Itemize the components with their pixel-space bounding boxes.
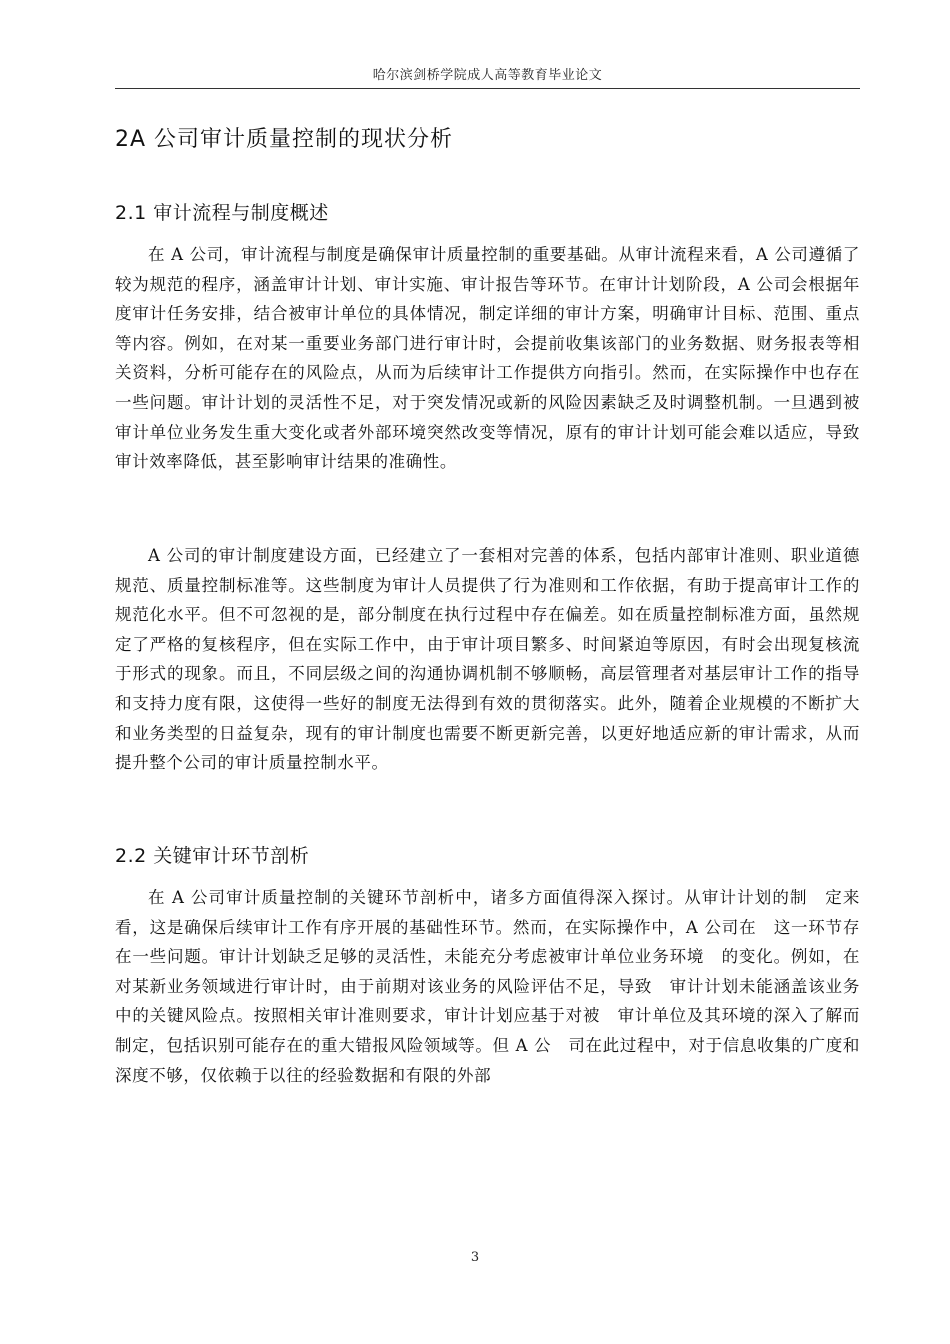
paragraph-2-2-1: 在 A 公司审计质量控制的关键环节剖析中，诸多方面值得深入探讨。从审计计划的制 定来看，这是确保后续审计工作有序开展的基础性环节。然而，在实际操作中，A 公司在 这一环节存在一些问题。审计计划缺乏足够的灵活性，未能充分考虑被审计单位业务环境 的变化。例如，在对某新业务领域进行审计时，由于前期对该业务的风险评估不足，导致 审计计划未能涵盖该业务中的关键风险点。按照相关审计准则要求，审计计划应基于对被 审计单位及其环境的深入了解而制定，包括识别可能存在的重大错报风险领域等。但 A 公 司在此过程中，对于信息收集的广度和深度不够，仅依赖于以往的经验数据和有限的外部: [115, 888, 860, 1085]
chapter-title: 2A 公司审计质量控制的现状分析: [115, 127, 454, 152]
section-title-2-2: 2.2 关键审计环节剖析: [115, 845, 310, 867]
paragraph-2-1-1: 在 A 公司，审计流程与制度是确保审计质量控制的重要基础。从审计流程来看，A 公司遵循了较为规范的程序，涵盖审计计划、审计实施、审计报告等环节。在审计计划阶段，A 公司会根据年度审计任务安排，结合被审计单位的具体情况，制定详细的审计方案，明确审计目标、范围、重点等内容。例如，在对某一重要业务部门进行审计时，会提前收集该部门的业务数据、财务报表等相关资料，分析可能存在的风险点，从而为后续审计工作提供方向指引。然而，在实际操作中也存在一些问题。审计计划的灵活性不足，对于突发情况或新的风险因素缺乏及时调整机制。一旦遇到被审计单位业务发生重大变化或者外部环境突然改变等情况，原有的审计计划可能会难以适应，导致审计效率降低，甚至影响审计结果的准确性。: [115, 245, 860, 472]
section-title-2-1: 2.1 审计流程与制度概述: [115, 202, 329, 224]
page-number: 3: [470, 1250, 480, 1265]
paragraph-2-1-2: A 公司的审计制度建设方面，已经建立了一套相对完善的体系，包括内部审计准则、职业道德规范、质量控制标准等。这些制度为审计人员提供了行为准则和工作依据，有助于提高审计工作的规范化水平。但不可忽视的是，部分制度在执行过程中存在偏差。如在质量控制标准方面，虽然规定了严格的复核程序，但在实际工作中，由于审计项目繁多、时间紧迫等原因，有时会出现复核流于形式的现象。而且，不同层级之间的沟通协调机制不够顺畅，高层管理者对基层审计工作的指导和支持力度有限，这使得一些好的制度无法得到有效的贯彻落实。此外，随着企业规模的不断扩大和业务类型的日益复杂，现有的审计制度也需要不断更新完善，以更好地适应新的审计需求，从而提升整个公司的审计质量控制水平。: [115, 546, 860, 773]
running-header: 哈尔滨剑桥学院成人高等教育毕业论文: [372, 68, 603, 83]
header-rule: [115, 88, 860, 89]
